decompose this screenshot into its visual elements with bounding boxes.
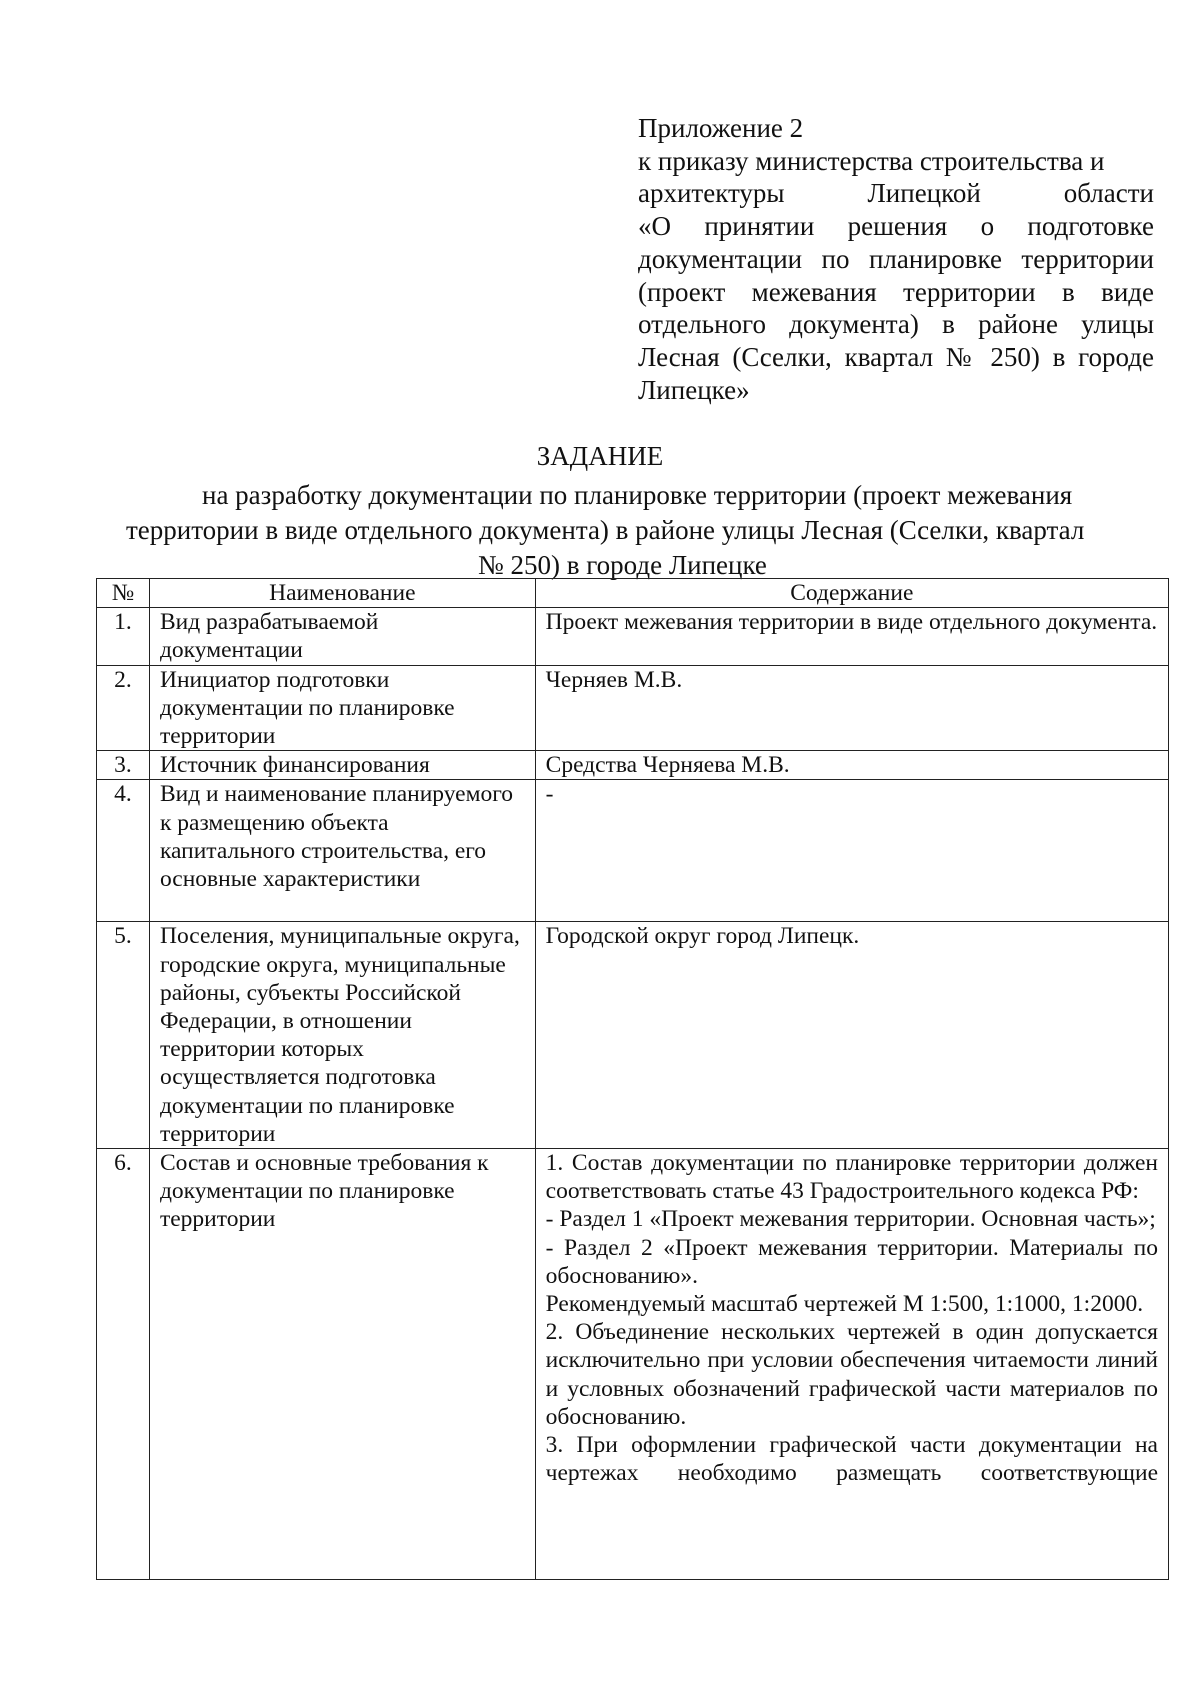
column-header-number: №: [97, 579, 150, 608]
subtitle-line: территории в виде отдельного документа) в районе улицы Лесная (Сселки, квартал: [126, 515, 1085, 545]
appendix-line: Липецке»: [638, 374, 750, 405]
column-header-content: Содержание: [535, 579, 1168, 608]
row-number: 4.: [97, 780, 150, 922]
row-number: 5.: [97, 922, 150, 1149]
content-paragraph: - Раздел 2 «Проект межевания территории. Материалы по обоснованию».: [545, 1234, 1158, 1289]
content-paragraph: Проект межевания территории в виде отдельного документа.: [545, 609, 1158, 636]
row-number: 2.: [97, 665, 150, 751]
appendix-line: документации по планировке территории: [638, 243, 1154, 274]
row-number: 3.: [97, 751, 150, 780]
appendix-line: отдельного документа) в районе улицы: [638, 309, 1154, 340]
table-row: [97, 608, 1169, 665]
row-content: [535, 608, 1168, 665]
table-row: [97, 922, 1169, 1149]
row-name: Поселения, муниципальные округа, городские округа, муниципальные районы, субъекты Российской Федерации, в отношении территории которых осуществляется подготовка документации по планировке территории: [149, 922, 535, 1149]
appendix-line: Лесная (Сселки, квартал № 250) в городе: [638, 341, 1154, 372]
appendix-line: (проект межевания территории в виде: [638, 276, 1154, 307]
appendix-line: к приказу министерства строительства и: [638, 145, 1105, 176]
document-title: ЗАДАНИЕ: [536, 441, 664, 471]
content-paragraph: 3. При оформлении графической части документации на чертежах необходимо размещать соответствующие: [545, 1432, 1158, 1487]
content-paragraph: Рекомендуемый масштаб чертежей М 1:500, 1:1000, 1:2000.: [545, 1291, 1144, 1318]
content-paragraph: Городской округ город Липецк.: [545, 923, 860, 950]
content-paragraph: Черняев М.В.: [545, 666, 683, 693]
table-header-row: [97, 579, 1169, 608]
appendix-line: «О принятии решения о подготовке: [638, 211, 1154, 242]
subtitle-line: № 250) в городе Липецке: [478, 550, 767, 580]
row-number: 1.: [97, 608, 150, 665]
table-row: [97, 751, 1169, 780]
appendix-block: [638, 112, 1154, 406]
row-content: [535, 780, 1168, 922]
row-content: [535, 751, 1168, 780]
content-paragraph: 1. Состав документации по планировке территории должен соответствовать статье 43 Градостроительного кодекса РФ:: [545, 1150, 1158, 1205]
row-content: [535, 1149, 1168, 1580]
column-header-name: Наименование: [149, 579, 535, 608]
content-paragraph: Средства Черняева М.В.: [545, 752, 790, 779]
row-name: Вид и наименование планируемого к размещению объекта капитального строительства, его основные характеристики: [149, 780, 535, 922]
content-paragraph: 2. Объединение нескольких чертежей в один допускается исключительно при условии обеспечения читаемости линий и условных обозначений графической части материалов по обоснованию.: [545, 1319, 1158, 1430]
subtitle-line: на разработку документации по планировке территории (проект межевания: [202, 480, 1073, 510]
table-row: [97, 665, 1169, 751]
appendix-line: Приложение 2: [638, 113, 804, 143]
row-name: Вид разрабатываемой документации: [149, 608, 535, 665]
requirements-table: [96, 578, 1169, 1580]
table-row: [97, 1149, 1169, 1580]
content-paragraph: -: [545, 781, 554, 808]
appendix-line: архитектуры Липецкой области: [638, 178, 1154, 209]
row-content: [535, 665, 1168, 751]
row-name: Источник финансирования: [149, 751, 535, 780]
row-content: [535, 922, 1168, 1149]
row-name: Инициатор подготовки документации по планировке территории: [149, 665, 535, 751]
row-name: Состав и основные требования к документации по планировке территории: [149, 1149, 535, 1580]
table-row: [97, 780, 1169, 922]
document-subtitle: [100, 478, 1150, 583]
content-paragraph: - Раздел 1 «Проект межевания территории. Основная часть»;: [545, 1206, 1156, 1233]
row-number: 6.: [97, 1149, 150, 1580]
